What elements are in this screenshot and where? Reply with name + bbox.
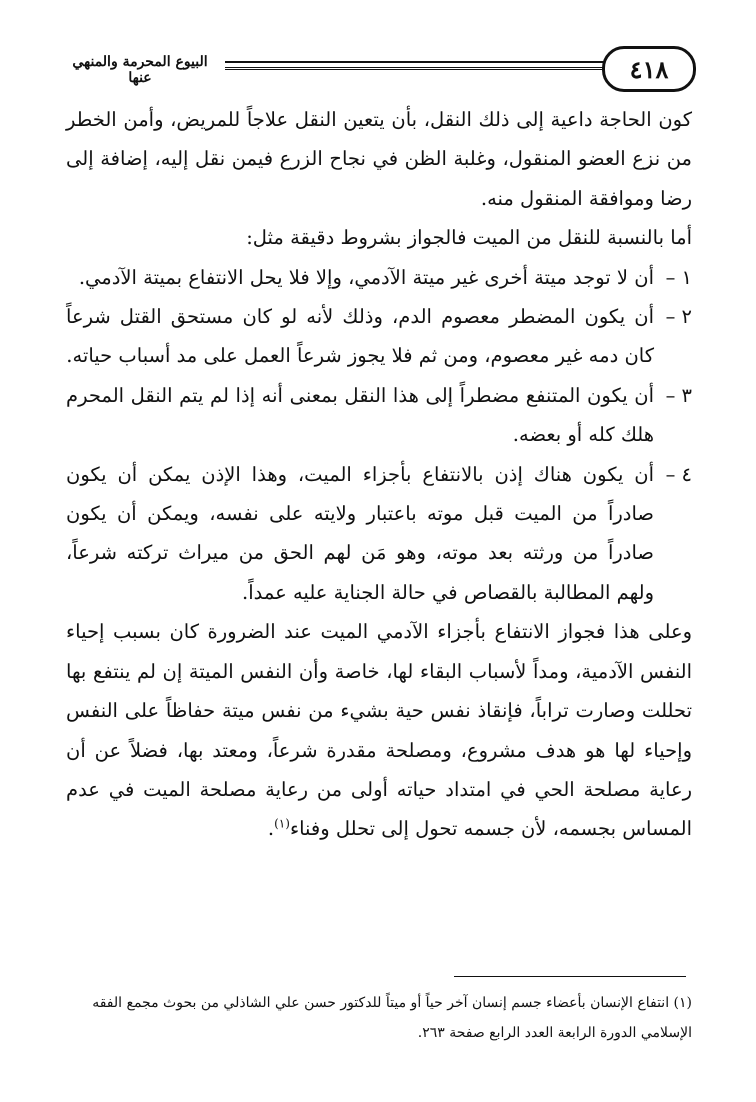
footnotes [66,988,692,1048]
paragraph-2: أما بالنسبة للنقل من الميت فالجواز بشروط دقيقة مثل: [246,226,692,250]
paragraph-1: كون الحاجة داعية إلى ذلك النقل، بأن يتعين النقل علاجاً للمريض، وأمن الخطر من نزع العضو المنقول، وغلبة الظن في نجاح الزرع فيمن نقل إليه، إضافة إلى رضا وموافقة المنقول منه. [66,108,692,210]
condition-item-3 [66,376,692,455]
item-number: ٤ – [665,462,692,486]
main-text [66,100,692,849]
condition-item-4 [66,455,692,613]
condition-item-1 [66,258,692,297]
paragraph-3-end: . [267,817,275,841]
item-number: ١ – [665,265,692,289]
footnote-1-line-1: (١) انتفاع الإنسان بأعضاء جسم إنسان آخر حياً أو ميتاً للدكتور حسن علي الشاذلي من بحوث مجمع الفقه [92,995,692,1011]
footnote-ref[interactable]: (١) [274,816,290,831]
item-text: أن يكون هناك إذن بالانتفاع بأجزاء الميت، وهذا الإذن يمكن أن يكون صادراً من الميت قبل موته باعتبار ولايته على نفسه، ويمكن أن يكون صادراً من ورثته بعد موته، وهو مَن لهم الحق من ميراث تركته شرعاً، ولهم المطالبة بالقصاص في حالة الجناية عليه عمداً. [66,462,654,604]
paragraph-3-text: وعلى هذا فجواز الانتفاع بأجزاء الآدمي الميت عند الضرورة كان بسبب إحياء النفس الآدمية، ومداً لأسباب البقاء لها، خاصة وأن النفس الميتة إن لم ينتفع بها تحللت وصارت تراباً، فإنقاذ نفس حية بشيء من نفس ميتة حفاظاً على النفس وإحياء لها هو هدف مشروع، ومصلحة مقدرة شرعاً، ومعتد بها، فضلاً عن أن رعاية مصلحة الحي في امتداد حياته أولى من رعاية مصلحة الميت في عدم المساس بجسمه، لأن جسمه تحول إلى تحلل وفناء [66,620,692,841]
item-text: أن يكون المضطر معصوم الدم، وذلك لأنه لو كان مستحق القتل شرعاً كان دمه غير معصوم، ومن ثم فلا يجوز شرعاً العمل على مد أسباب حياته. [66,305,654,368]
item-number: ٣ – [665,383,692,407]
item-text: أن يكون المتنفع مضطراً إلى هذا النقل بمعنى أنه إذا لم يتم النقل المحرم هلك كله أو بعضه. [66,383,654,447]
paragraph-3 [66,612,692,848]
running-title: البيوع المحرمة والمنهي عنها [72,54,208,86]
header-rule-thin [225,69,604,70]
header-rule [225,61,604,68]
page-header [60,42,696,94]
footnote-1-line-2: الإسلامي الدورة الرابعة العدد الرابع صفحة ٢٦٣. [417,1025,692,1041]
item-text: أن لا توجد ميتة أخرى غير ميتة الآدمي، وإلا فلا يحل الانتفاع بميتة الآدمي. [78,265,654,289]
condition-item-2 [66,297,692,376]
footnote-separator [454,976,686,977]
item-number: ٢ – [665,305,692,329]
page-number-badge: ٤١٨ [602,46,696,92]
